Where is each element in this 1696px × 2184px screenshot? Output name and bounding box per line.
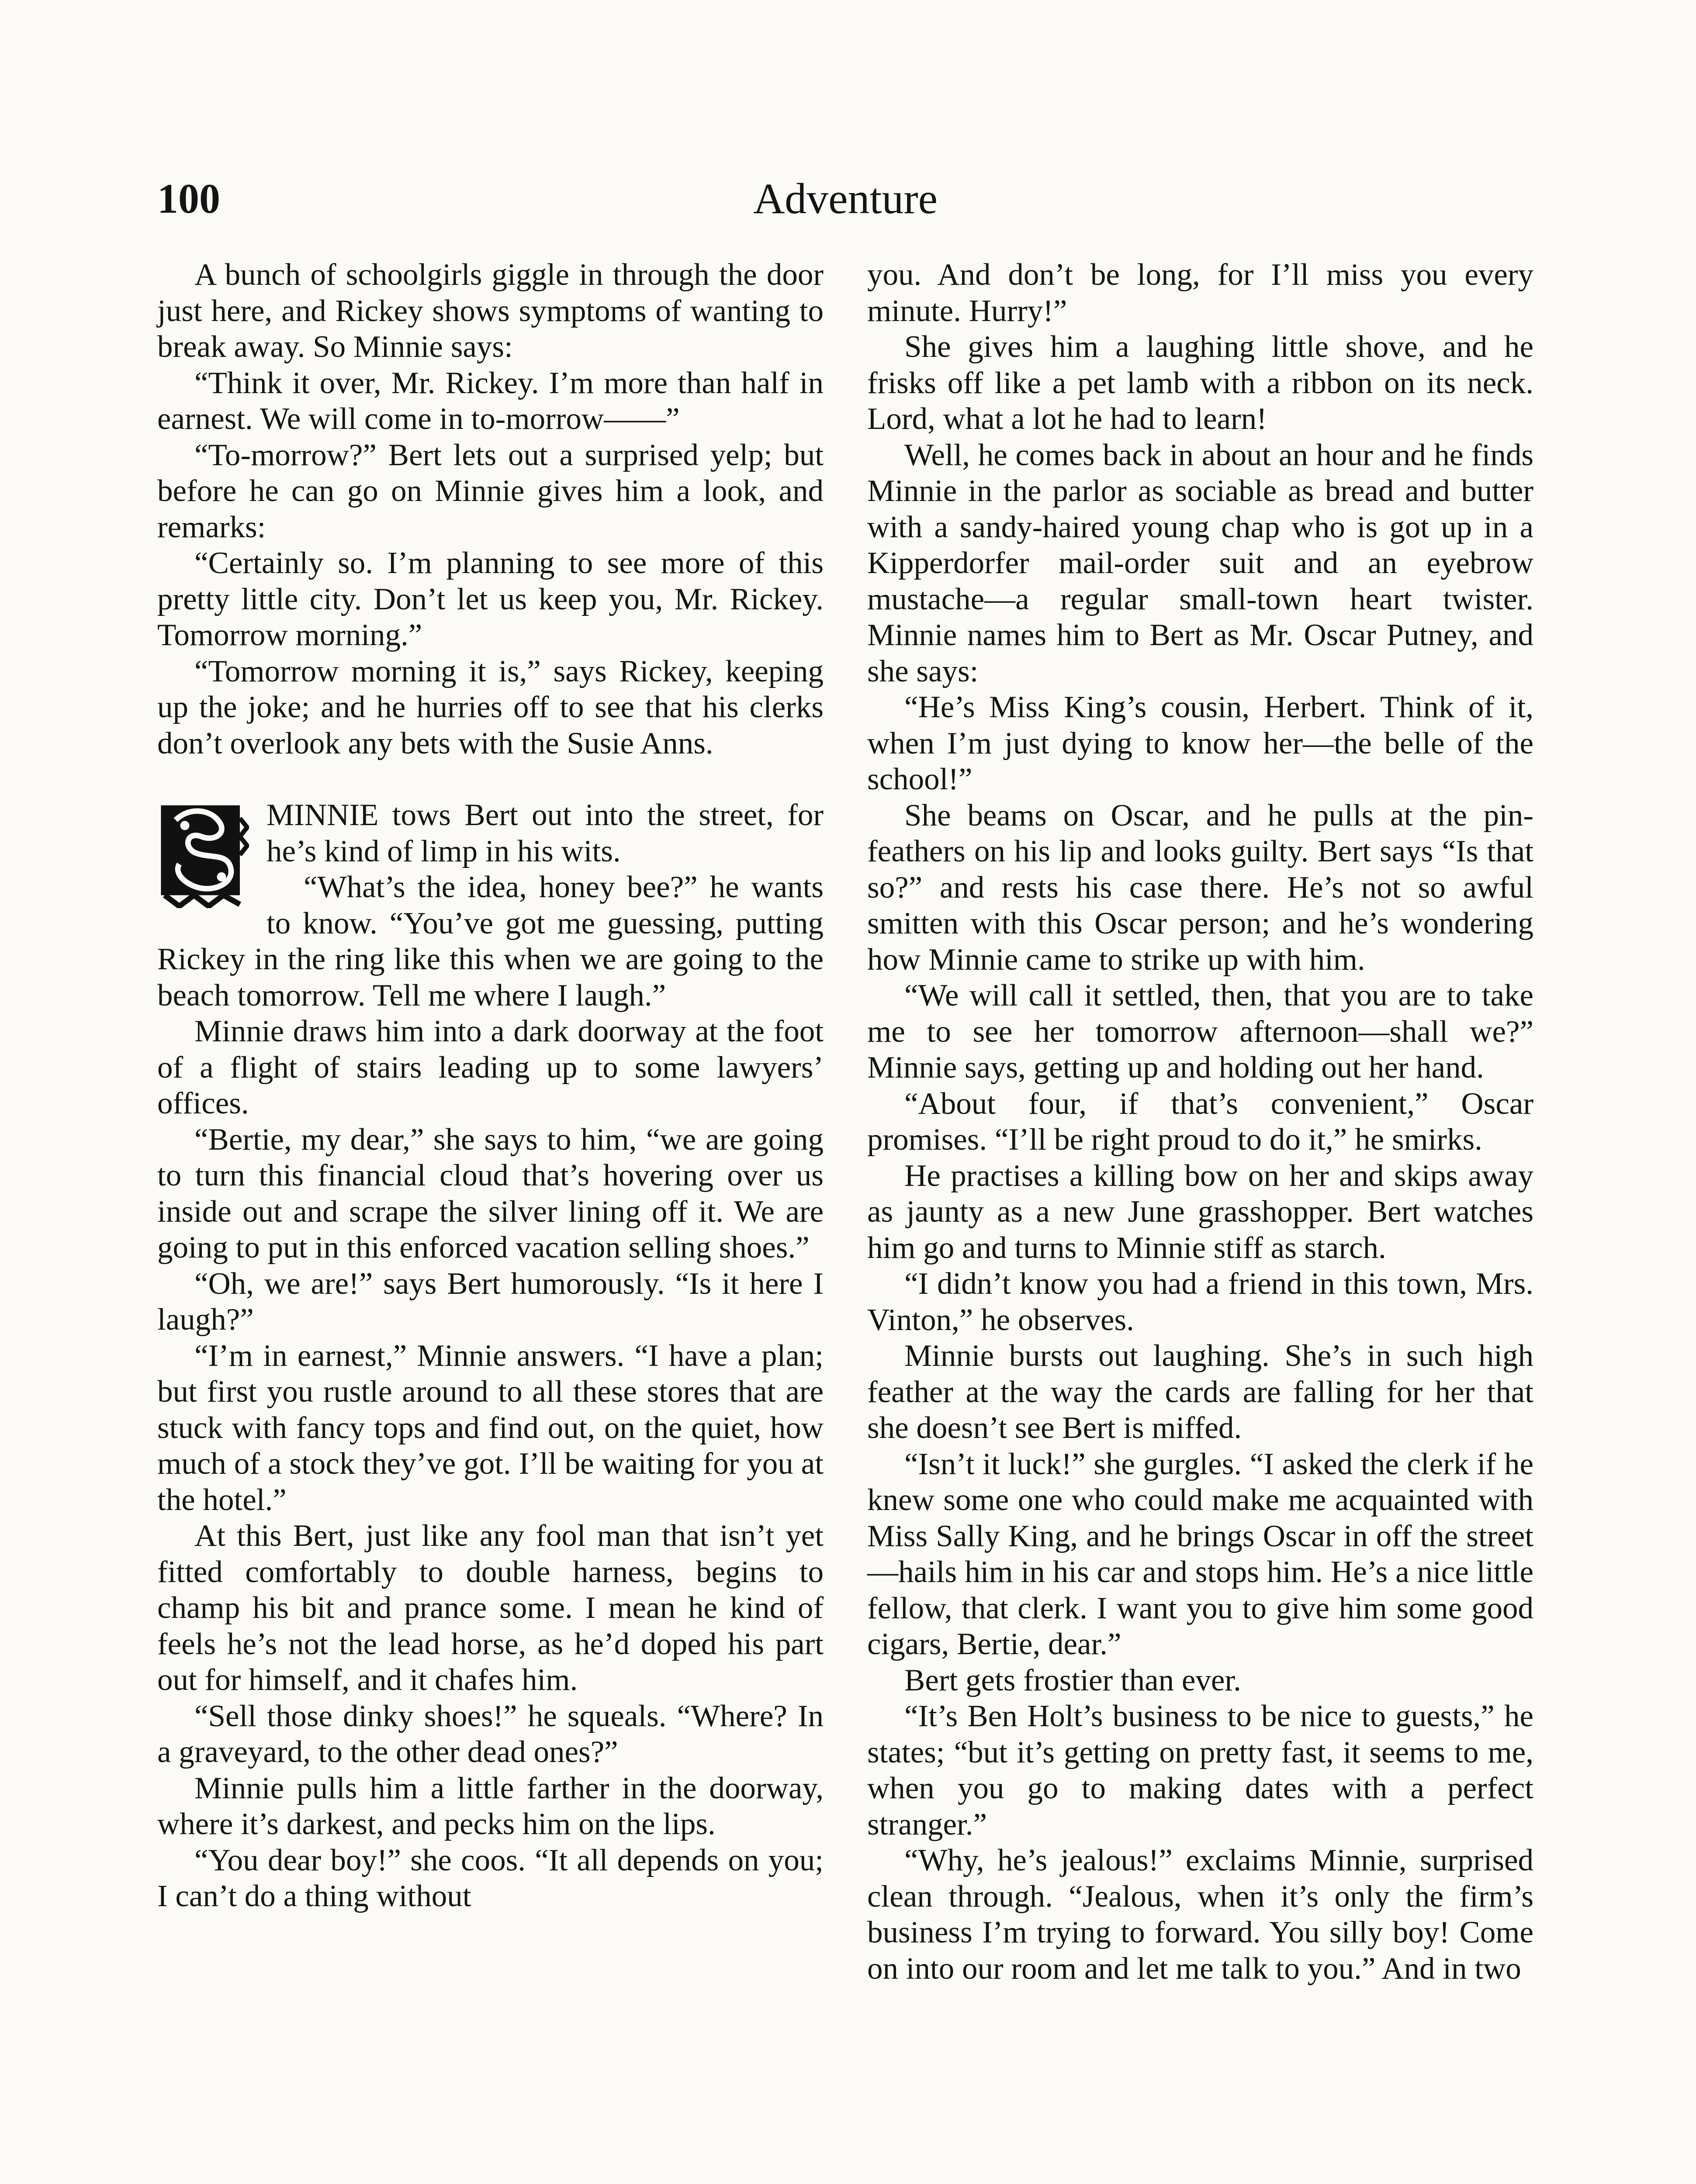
- left-column: [157, 257, 824, 1914]
- paragraph: Minnie pulls him a little farther in the doorway, where it’s darkest, and pecks him on the lips.: [157, 1771, 824, 1841]
- paragraph: Bert gets frostier than ever.: [904, 1663, 1241, 1697]
- ornamental-drop-cap-icon: [157, 800, 249, 908]
- paragraph: “Sell those dinky shoes!” he squeals. “Where? In a graveyard, to the other dead ones?”: [157, 1699, 824, 1769]
- paragraph: “To-morrow?” Bert lets out a surprised yelp; but before he can go on Minnie gives him a look, and remarks:: [157, 438, 824, 544]
- paragraph: “What’s the idea, honey bee?” he wants to know. “You’ve got me guessing, putting Rickey in the ring like this when we are going to the beach tomorrow. Tell me where I laugh.”: [157, 870, 824, 1013]
- paragraph: A bunch of schoolgirls giggle in through the door just here, and Rickey shows symptoms of wanting to break away. So Minnie says:: [157, 258, 824, 364]
- page-number: 100: [157, 175, 220, 222]
- paragraph: She gives him a laughing little shove, and he frisks off like a pet lamb with a ribbon on its neck. Lord, what a lot he had to learn!: [867, 330, 1533, 436]
- paragraph: “About four, if that’s convenient,” Oscar promises. “I’ll be right proud to do it,” he smirks.: [867, 1086, 1533, 1157]
- paragraph: “We will call it settled, then, that you are to take me to see her tomorrow afternoon—shall we?” Minnie says, getting up and holding out her hand.: [867, 978, 1533, 1085]
- paragraph: “I didn’t know you had a friend in this town, Mrs. Vinton,” he observes.: [867, 1267, 1533, 1337]
- paragraph: “It’s Ben Holt’s business to be nice to guests,” he states; “but it’s getting on pretty fast, it seems to me, when you go to making dates with a perfect stranger.”: [867, 1699, 1533, 1842]
- paragraph: She beams on Oscar, and he pulls at the pin-feathers on his lip and looks guilty. Bert says “Is that so?” and rests his case there. He’s not so awful smitten with this Oscar person; and he’s wondering how Minnie came to strike up with him.: [867, 798, 1533, 977]
- paragraph: “Think it over, Mr. Rickey. I’m more than half in earnest. We will come in to-morrow——”: [157, 366, 824, 436]
- paragraph: At this Bert, just like any fool man that isn’t yet fitted comfortably to double harness, begins to champ his bit and prance some. I mean he kind of feels he’s not the lead horse, as he’d doped his part out for himself, and it chafes him.: [157, 1519, 824, 1697]
- paragraph: Minnie bursts out laughing. She’s in such high feather at the way the cards are falling for her that she doesn’t see Bert is miffed.: [867, 1339, 1533, 1445]
- paragraph: “Certainly so. I’m planning to see more of this pretty little city. Don’t let us keep you, Mr. Rickey. Tomorrow morning.”: [157, 546, 824, 652]
- paragraph: Well, he comes back in about an hour and he finds Minnie in the parlor as sociable as bread and butter with a sandy-haired young chap who is got up in a Kipperdorfer mail-order suit and an eyebrow mustache—a regular small-town heart twister. Minnie names him to Bert as Mr. Oscar Putney, and she says:: [867, 438, 1533, 688]
- paragraph: “I’m in earnest,” Minnie answers. “I have a plan; but first you rustle around to all these stores that are stuck with fancy tops and find out, on the quiet, how much of a stock they’ve got. I’ll be waiting for you at the hotel.”: [157, 1338, 824, 1517]
- paragraph: “Oh, we are!” says Bert humorously. “Is it here I laugh?”: [157, 1266, 824, 1337]
- paragraph: “Why, he’s jealous!” exclaims Minnie, surprised clean through. “Jealous, when it’s only the firm’s business I’m trying to forward. You silly boy! Come on into our room and let me talk to you.” And in two: [867, 1843, 1533, 1986]
- section-break: [157, 761, 824, 797]
- running-title: Adventure: [753, 174, 938, 223]
- paragraph: “Tomorrow morning it is,” says Rickey, keeping up the joke; and he hurries off to see that his clerks don’t overlook any bets with the Susie Anns.: [157, 654, 824, 760]
- paragraph: “Isn’t it luck!” she gurgles. “I asked the clerk if he knew some one who could make me acquainted with Miss Sally King, and he brings Oscar in off the street—hails him in his car and stops him. He’s a nice little fellow, that clerk. I want you to give him some good cigars, Bertie, dear.”: [867, 1447, 1533, 1661]
- section-opening-text: MINNIE tows Bert out into the street, for he’s kind of limp in his wits.: [267, 798, 824, 868]
- paragraph: Minnie draws him into a dark doorway at the foot of a flight of stairs leading up to some lawyers’ offices.: [157, 1014, 824, 1120]
- section-opening: [157, 797, 824, 869]
- paragraph: He practises a killing bow on her and skips away as jaunty as a new June grasshopper. Bert watches him go and turns to Minnie stiff as starch.: [867, 1158, 1533, 1265]
- paragraph-continued: you. And don’t be long, for I’ll miss you every minute. Hurry!”: [867, 258, 1533, 328]
- paragraph: “He’s Miss King’s cousin, Herbert. Think of it, when I’m just dying to know her—the belle of the school!”: [867, 690, 1533, 796]
- right-column: [867, 257, 1533, 1987]
- paragraph: “You dear boy!” she coos. “It all depends on you; I can’t do a thing without: [157, 1843, 824, 1913]
- paragraph: “Bertie, my dear,” she says to him, “we are going to turn this financial cloud that’s hovering over us inside out and scrape the silver lining off it. We are going to put in this enforced vacation selling shoes.”: [157, 1122, 824, 1265]
- page-header: [157, 166, 1533, 232]
